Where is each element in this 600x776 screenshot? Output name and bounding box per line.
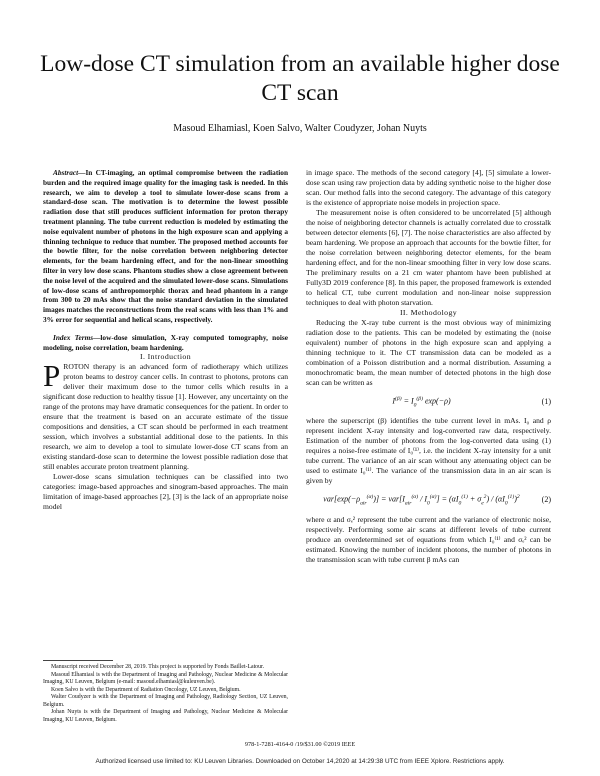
- left-column: [43, 168, 288, 512]
- equation-1: [306, 394, 551, 410]
- abstract: [43, 168, 288, 325]
- equation-2-number: (2): [541, 495, 551, 505]
- footnote-4: Walter Coudyzer is with the Department of Imaging and Pathology, Radiology Section, UZ Leuven, Belgium.: [43, 694, 288, 708]
- right-paragraph-1: in image space. The methods of the second category [4], [5] simulate a lower-dose scan using raw projection data by adding synthetic noise to the higher dose scan. Our method falls into the second category. The advantage of this category is the existence of appropriate noise models in projection space.: [306, 168, 551, 207]
- footnote-2: Masoud Elhamiasl is with the Department of Imaging and Pathology, Nuclear Medicine & Molecular Imaging, KU Leuven, Belgium (e-mail: masoud.elhamiasl@kuleuven.be).: [43, 671, 288, 685]
- abstract-label: Abstract: [53, 168, 79, 177]
- footnotes: [43, 660, 288, 724]
- right-column: [306, 168, 551, 565]
- method-paragraph-2: where the superscript (β) identifies the tube current level in mAs. I₀ and ρ represent incident X-ray intensity and log-converted raw data, respectively. Estimation of the number of photons from the log-converted data using (1) requires a noise-free estimate of I₀⁽¹⁾, i.e. the incident X-ray intensity for a unit tube current. The variance of an air scan without any attenuating object can be used to estimate I₀⁽¹⁾. The variance of the transmission data in an air scan is given by: [306, 416, 551, 486]
- abstract-text: —In CT-imaging, an optimal compromise between the radiation burden and the required image quality for the imaging task is needed. In this research, we aim to develop a tool to simulate lower-dose scans from a standard-dose scan. The motivation is to determine the lowest possible radiation dose that still produces sufficient information for proton therapy treatment planning. The tube current reduction is modeled by estimating the noise equivalent number of photons in the high exposure scan and applying a thinning technique to reduce that number. The proposed method accounts for the bowtie filter, for the noise correlation between neighboring detector elements, for the beam hardening effect, and for the non-linear smoothing filter in very low dose scans. Phantom studies show a close agreement between the noise level of the acquired and the simulated lower-dose scans. Simulations of low-dose scans of anthropomorphic thorax and head phantom in a range from 300 to 20 mAs show that the noise standard deviation in the simulated images matches the reconstructions from the real scans with less than 1% and 3% error for sequential and helical scans, respectively.: [43, 168, 288, 324]
- intro-paragraph-2: Lower-dose scans simulation techniques can be classified into two categories: image-based approaches and sinogram-based approaches. The main limitation of image-based approaches [2], [3] is the lack of an appropriate noise model: [43, 472, 288, 512]
- equation-1-number: (1): [541, 397, 551, 407]
- index-terms-label: Index Terms: [53, 332, 94, 342]
- intro-paragraph-1-text: ROTON therapy is an advanced form of radiotherapy which utilizes proton beams to destroy cancer cells. In contrast to photons, protons can deliver their maximum dose to the tumor cells which results in a significant dose reduction to healthy tissue [1]. However, any uncertainty on the range of the protons may have dramatic consequences for the patient. In order to ensure that the treatment is based on an accurate estimate of the tissue compositions and densities, a CT scan should be performed in each treatment session, which involves a substantial additional dose to the patients. In this research, we aim to develop a tool to simulate lower-dose CT scans from an existing standard-dose scan to determine the lowest possible radiation dose that still enables accurate proton treatment planning.: [43, 362, 288, 472]
- index-terms: [43, 333, 288, 353]
- license-footer: Authorized licensed use limited to: KU Leuven Libraries. Downloaded on October 14,2020 at 14:29:38 UTC from IEEE Xplore. Restrictions apply.: [95, 758, 505, 765]
- section-heading-methodology: II. Methodology: [399, 308, 458, 317]
- drop-cap: P: [43, 358, 61, 394]
- equation-1-formula: $I^{(\beta)} = I_0^{(\beta)}$ exp(−ρ): [392, 396, 451, 409]
- isbn-line: 978-1-7281-4164-0 /19/$31.00 ©2019 IEEE: [244, 741, 356, 748]
- method-paragraph-3: where α and σₑ² represent the tube current and the variance of electronic noise, respectively. Performing some air scans at different levels of tube current produce an overdetermined set of equations from which I₀⁽¹⁾ and σₑ² can be estimated. Knowing the number of incident photons, the number of photons in the transmission scan with tube current β mAs can: [306, 514, 551, 564]
- footnote-rule: [43, 660, 113, 661]
- footnote-5: Johan Nuyts is with the Department of Imaging and Pathology, Nuclear Medicine & Molecular Imaging, KU Leuven, Belgium.: [43, 709, 288, 723]
- method-paragraph-1: Reducing the X-ray tube current is the most obvious way of minimizing radiation dose to the patients. This can be modeled by estimating the (noise equivalent) number of photons in the high exposure scan and applying a thinning technique to it. The CT transmission data can be modeled as a combination of a Poisson distribution and a normal distribution. Assuming a monochromatic beam, the mean number of detected photons in the high dose scan can be written as: [306, 318, 551, 387]
- equation-2-formula: $var[\exp(-\rho_{air}^{(\alpha)})] = var[I_{air}^{(\alpha)} / I_0^{(\alpha)}] = (\alpha I_0^{(1)} + \sigma_e^2) / (\alpha I_0^{(1)})^2$: [323, 494, 520, 507]
- footnote-1: Manuscript received December 28, 2019. This project is supported by Fonds Baillet-Latour.: [51, 664, 265, 670]
- equation-2: [306, 492, 551, 508]
- section-heading-introduction: I. Introduction: [139, 352, 192, 362]
- author-list: Masoud Elhamiasl, Koen Salvo, Walter Coudyzer, Johan Nuyts: [173, 123, 427, 134]
- right-paragraph-2: The measurement noise is often considered to be uncorrelated [5] although the noise of neighboring detector channels is actually correlated due to crosstalk between detector elements [6], [7]. The noise characteristics are also affected by beam hardening. We propose an approach that accounts for the bowtie filter, for the noise correlation between neighboring detector elements, for the beam hardening effect, and for the non-linear smoothing filter in very low dose scans. The preliminary results on a 21 cm water phantom have been published at Fully3D 2019 conference [8]. In this paper, the proposed framework is extended to helical CT, tube current modulation and non-linear noise suppression techniques to deal with photon starvation.: [306, 208, 551, 307]
- index-terms-text: —low-dose simulation, X-ray computed tomography, noise modeling, noise correlation, beam hardening.: [43, 332, 288, 352]
- paper-title: Low-dose CT simulation from an available higher dose CT scan: [40, 51, 560, 106]
- footnote-3: Koen Salvo is with the Department of Radiation Oncology, UZ Leuven, Belgium.: [51, 686, 241, 693]
- intro-paragraph-1: [43, 358, 288, 472]
